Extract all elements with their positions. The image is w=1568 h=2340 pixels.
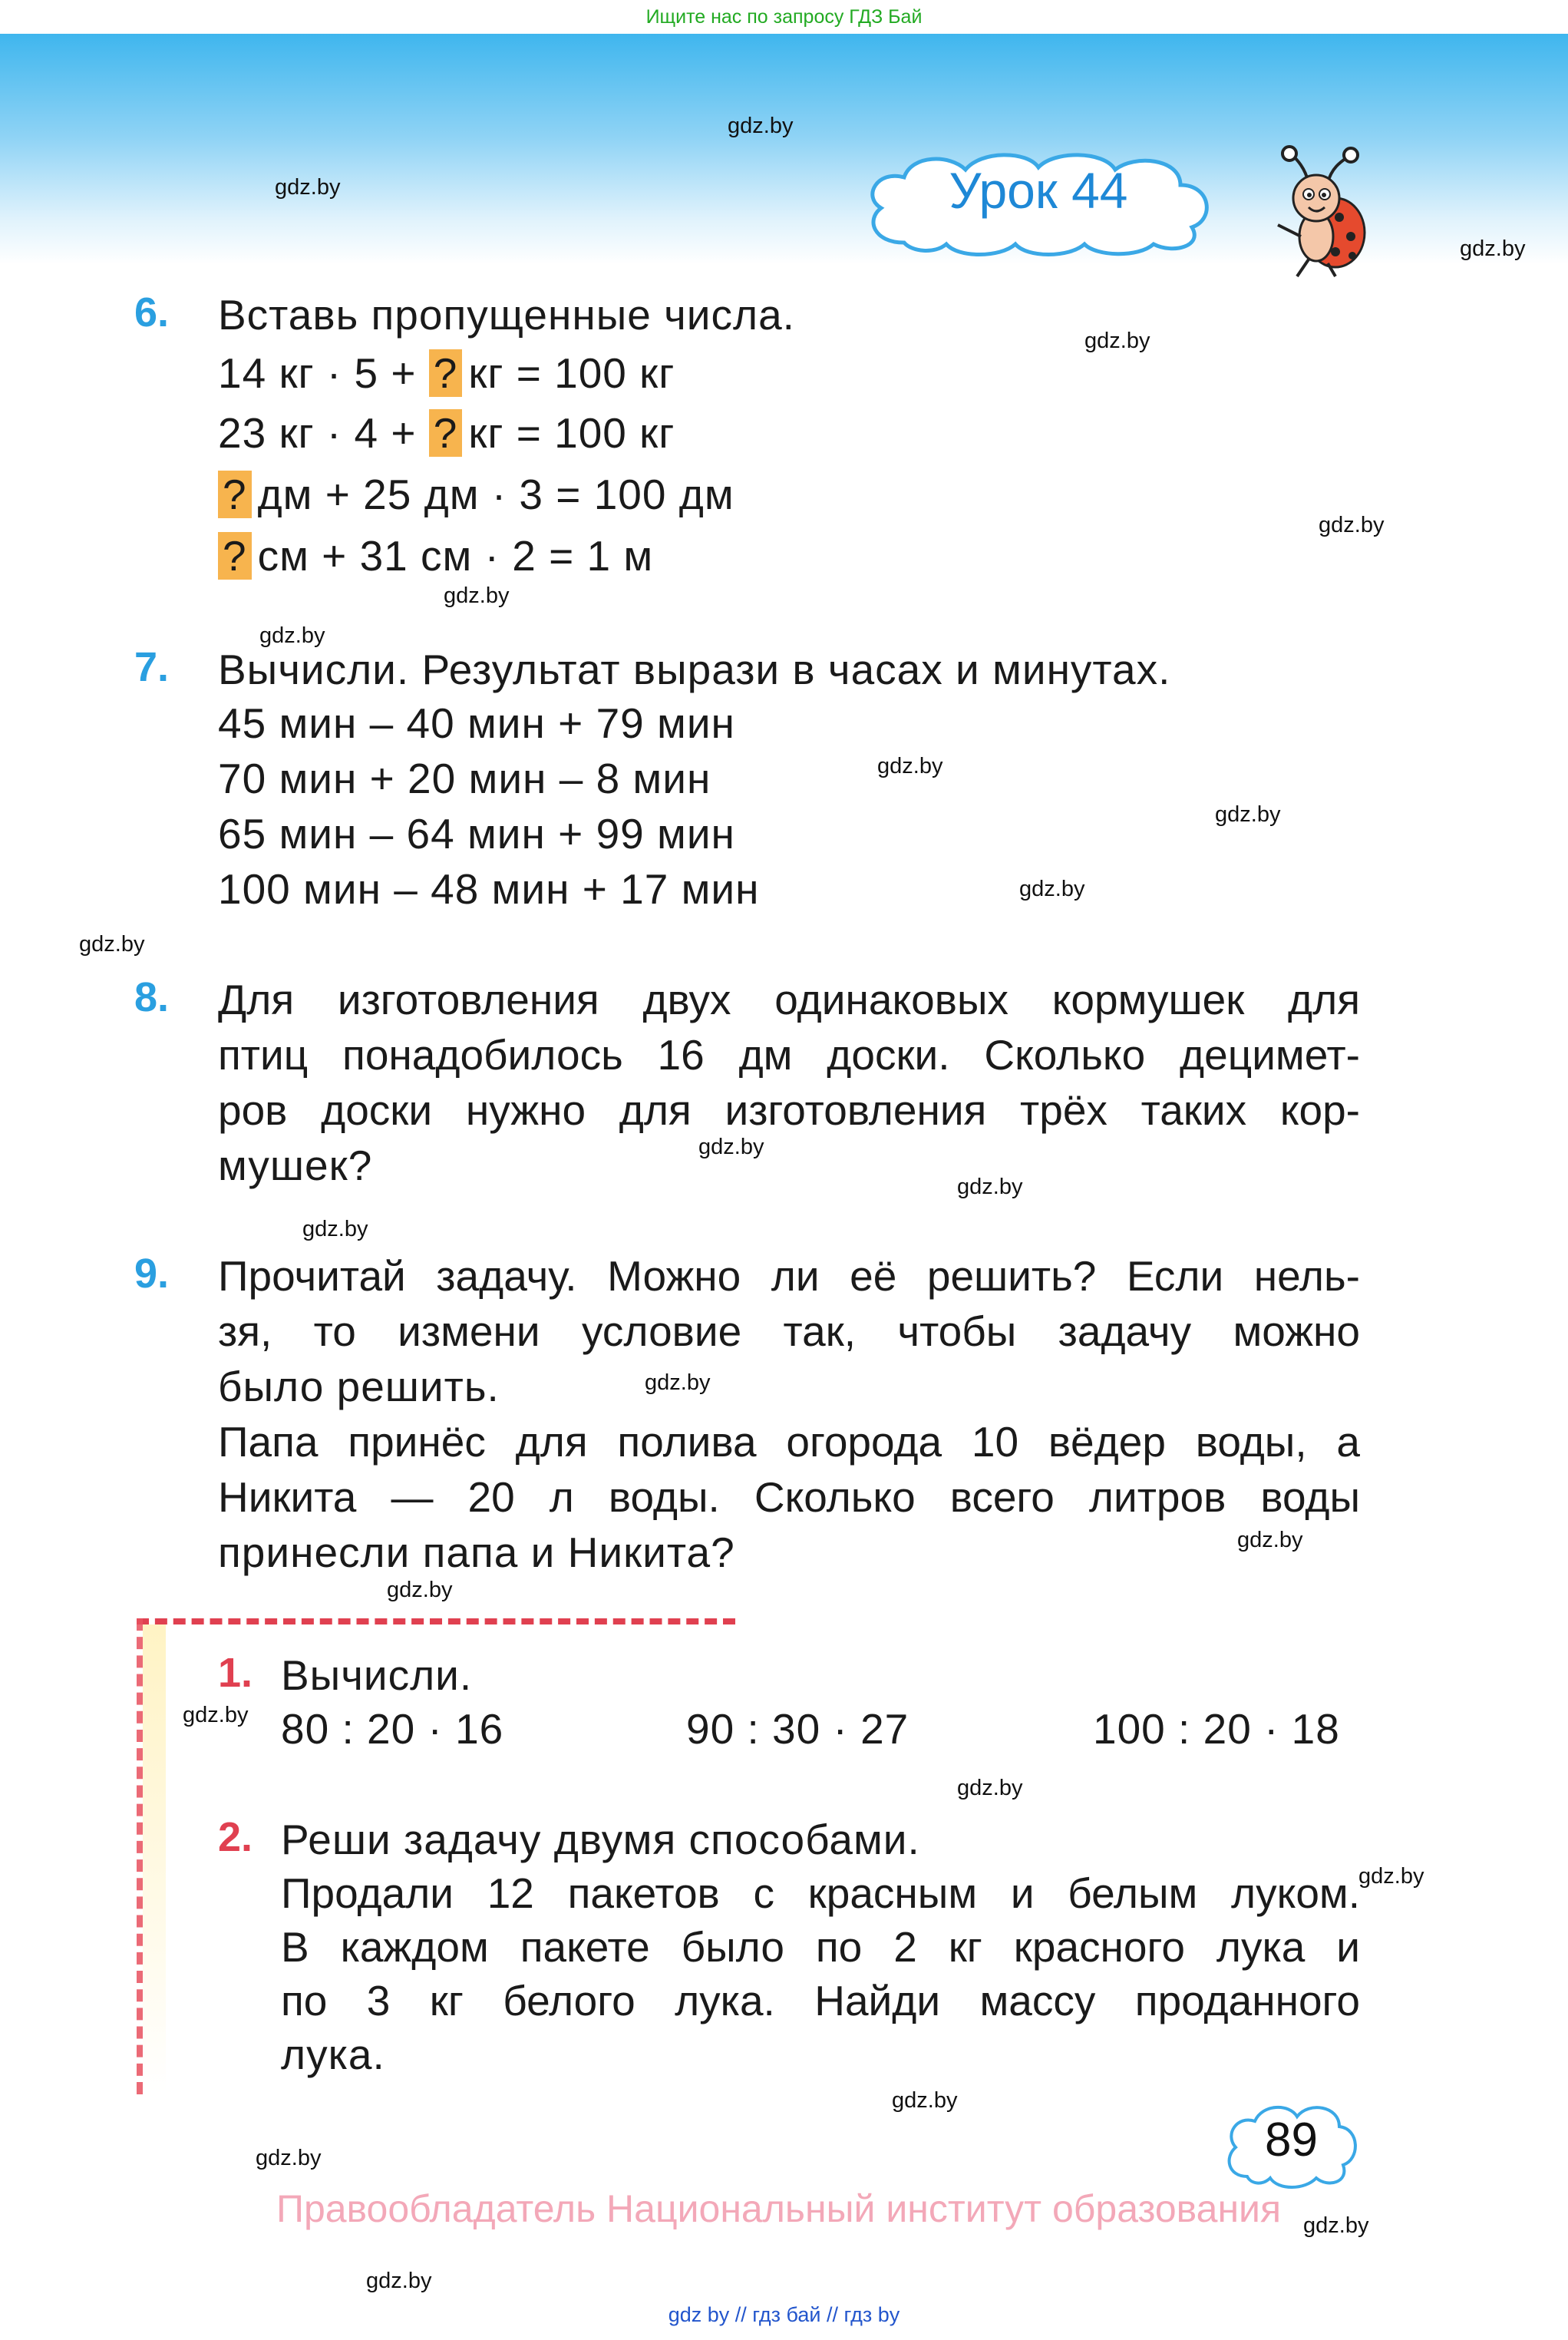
- watermark: gdz.by: [259, 623, 325, 648]
- copyright-notice: Правообладатель Национальный институт образования: [276, 2187, 1282, 2230]
- task7-line: 65 мин – 64 мин + 99 мин: [218, 810, 735, 858]
- task6-line1-right: кг = 100 кг: [468, 349, 675, 397]
- watermark: gdz.by: [1303, 2213, 1369, 2238]
- extra2-line: по 3 кг белого лука. Найди массу проданного: [281, 1977, 1360, 2024]
- extra2-line: В каждом пакете было по 2 кг красного лука и: [281, 1923, 1360, 1971]
- page-number: 89: [1265, 2114, 1318, 2166]
- task9-line: принесли папа и Никита?: [218, 1529, 735, 1576]
- extra2-number: 2.: [218, 1814, 253, 1860]
- footer-links[interactable]: gdz by // гдз бай // гдз by: [668, 2303, 900, 2326]
- watermark: gdz.by: [1460, 236, 1526, 261]
- watermark: gdz.by: [183, 1703, 249, 1727]
- extra1-number: 1.: [218, 1650, 253, 1696]
- watermark: gdz.by: [302, 1217, 368, 1241]
- extra1-expr: 100 : 20 · 18: [1093, 1705, 1340, 1753]
- task6-line2: [218, 405, 675, 461]
- extra2-line: Продали 12 пакетов с красным и белым луком.: [281, 1869, 1360, 1917]
- task6-line2-right: кг = 100 кг: [468, 409, 675, 457]
- extra2-line: Реши задачу двумя способами.: [281, 1816, 920, 1863]
- task7-line: 45 мин – 40 мин + 79 мин: [218, 699, 735, 747]
- extra1-expr: 90 : 30 · 27: [686, 1705, 909, 1753]
- watermark: gdz.by: [728, 114, 794, 138]
- watermark: gdz.by: [1019, 877, 1085, 901]
- watermark: gdz.by: [1319, 513, 1385, 537]
- watermark: gdz.by: [892, 2088, 958, 2113]
- watermark: gdz.by: [275, 175, 341, 200]
- extra1-expr: 80 : 20 · 16: [281, 1705, 504, 1753]
- watermark: gdz.by: [79, 932, 145, 957]
- watermark: gdz.by: [877, 754, 943, 778]
- task7-number: 7.: [134, 644, 170, 690]
- watermark: gdz.by: [366, 2269, 432, 2293]
- missing-number-box: ?: [429, 349, 463, 397]
- task8-line: Для изготовления двух одинаковых кормушек для: [218, 976, 1360, 1023]
- missing-number-box: ?: [218, 532, 252, 580]
- task6-line1: [218, 345, 675, 401]
- watermark: gdz.by: [444, 583, 510, 608]
- watermark: gdz.by: [387, 1578, 453, 1602]
- task8-line: мушек?: [218, 1142, 373, 1189]
- watermark: gdz.by: [1084, 329, 1150, 353]
- extra2-line: лука.: [281, 2031, 385, 2078]
- watermark: gdz.by: [1237, 1528, 1303, 1552]
- task8-line: птиц понадобилось 16 дм доски. Сколько децимет-: [218, 1031, 1360, 1079]
- extra-frame-top-border: [137, 1618, 735, 1624]
- watermark: gdz.by: [957, 1776, 1023, 1800]
- task9-line: зя, то измени условие так, чтобы задачу можно: [218, 1307, 1360, 1355]
- task8-line: ров доски нужно для изготовления трёх таких кор-: [218, 1086, 1360, 1134]
- task6-line4-text: см + 31 см · 2 = 1 м: [257, 532, 654, 580]
- watermark: gdz.by: [256, 2146, 322, 2170]
- task6-line4: [218, 528, 653, 583]
- missing-number-box: ?: [429, 409, 463, 457]
- task9-line: Папа принёс для полива огорода 10 вёдер воды, а: [218, 1418, 1360, 1466]
- task6-line1-left: 14 кг · 5 +: [218, 349, 429, 397]
- task9-line: Прочитай задачу. Можно ли её решить? Если нель-: [218, 1252, 1360, 1300]
- top-banner: Ищите нас по запросу ГДЗ Бай: [0, 0, 1568, 34]
- task9-line: было решить.: [218, 1363, 500, 1410]
- watermark: gdz.by: [1358, 1864, 1424, 1889]
- task6-line3-text: дм + 25 дм · 3 = 100 дм: [257, 471, 734, 518]
- task8-number: 8.: [134, 974, 170, 1020]
- task6-title: Вставь пропущенные числа.: [218, 291, 795, 339]
- task9-line: Никита — 20 л воды. Сколько всего литров воды: [218, 1473, 1360, 1521]
- lesson-title: Урок 44: [949, 162, 1128, 219]
- task7-line: 100 мин – 48 мин + 17 мин: [218, 865, 760, 913]
- extra-frame-fill: [143, 1624, 166, 2093]
- watermark: gdz.by: [698, 1135, 764, 1159]
- task7-line: 70 мин + 20 мин – 8 мин: [218, 755, 711, 802]
- watermark: gdz.by: [645, 1370, 711, 1395]
- extra-frame-left-border: [137, 1618, 143, 2094]
- watermark: gdz.by: [1215, 802, 1281, 827]
- task7-title: Вычисли. Результат вырази в часах и минутах.: [218, 646, 1171, 693]
- ladybug-mascot-icon: [1274, 144, 1374, 279]
- task6-number: 6.: [134, 289, 170, 335]
- task6-line3: [218, 467, 734, 522]
- extra1-title: Вычисли.: [281, 1651, 473, 1699]
- task9-number: 9.: [134, 1251, 170, 1297]
- missing-number-box: ?: [218, 471, 252, 518]
- watermark: gdz.by: [957, 1175, 1023, 1199]
- task6-line2-left: 23 кг · 4 +: [218, 409, 429, 457]
